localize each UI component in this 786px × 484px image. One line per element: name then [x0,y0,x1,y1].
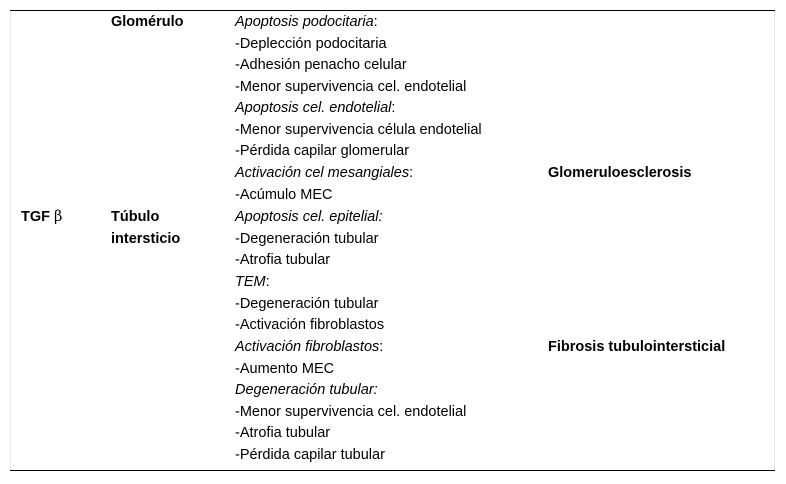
mechanism-apoptosis-podocitaria [235,12,466,99]
mechanism-item: -Adhesión penacho celular [235,57,407,74]
mechanism-item: -Pérdida capilar tubular [235,447,385,464]
mechanism-heading: Activación fibroblastos: [235,339,384,355]
table-top-rule [10,10,775,11]
factor-symbol: β [54,209,63,225]
mechanism-item: -Deplección podocitaria [235,35,387,52]
mechanism-tem [235,272,384,337]
mechanism-item: -Degeneración tubular [235,295,379,312]
mechanism-item: -Menor supervivencia célula endotelial [235,121,482,138]
compartment-tubulo [111,207,180,250]
mechanism-apoptosis-epitelial [235,207,383,272]
compartment-tubulo-line2: intersticio [111,230,181,247]
factor-cell [21,207,62,229]
outcome-fibrosis-tubulointersticial: Fibrosis tubulointersticial [548,339,726,355]
mechanism-item: -Activación fibroblastos [235,317,385,334]
mechanism-heading: TEM: [235,274,270,290]
compartment-tubulo-line1: Túbulo [111,209,160,225]
mechanism-item: -Acúmulo MEC [235,186,333,203]
mechanism-item: -Atrofia tubular [235,252,331,269]
factor-label: TGF [21,209,50,225]
mechanism-item: -Degeneración tubular [235,230,379,247]
mechanism-item: -Menor supervivencia cel. endotelial [235,79,467,96]
mechanism-heading: Apoptosis cel. epitelial: [235,209,383,225]
mechanism-heading: Apoptosis podocitaria: [235,14,378,30]
table-bottom-rule [10,470,775,471]
outcome-glomeruloesclerosis: Glomeruloesclerosis [548,165,692,181]
mechanism-item: -Atrofia tubular [235,425,331,442]
mechanism-activacion-mesangiales [235,163,413,206]
mechanism-heading: Activación cel mesangiales: [235,165,414,181]
mechanism-heading: Degeneración tubular: [235,382,378,398]
mechanism-heading: Apoptosis cel. endotelial: [235,100,396,116]
mechanism-apoptosis-endotelial [235,98,482,163]
mechanism-item: -Aumento MEC [235,360,335,377]
mechanism-item: -Menor supervivencia cel. endotelial [235,403,467,420]
compartment-glomerulo: Glomérulo [111,14,184,30]
mechanism-item: -Pérdida capilar glomerular [235,143,410,160]
mechanism-degeneracion-tubular [235,380,466,467]
mechanism-activacion-fibroblastos [235,337,383,380]
